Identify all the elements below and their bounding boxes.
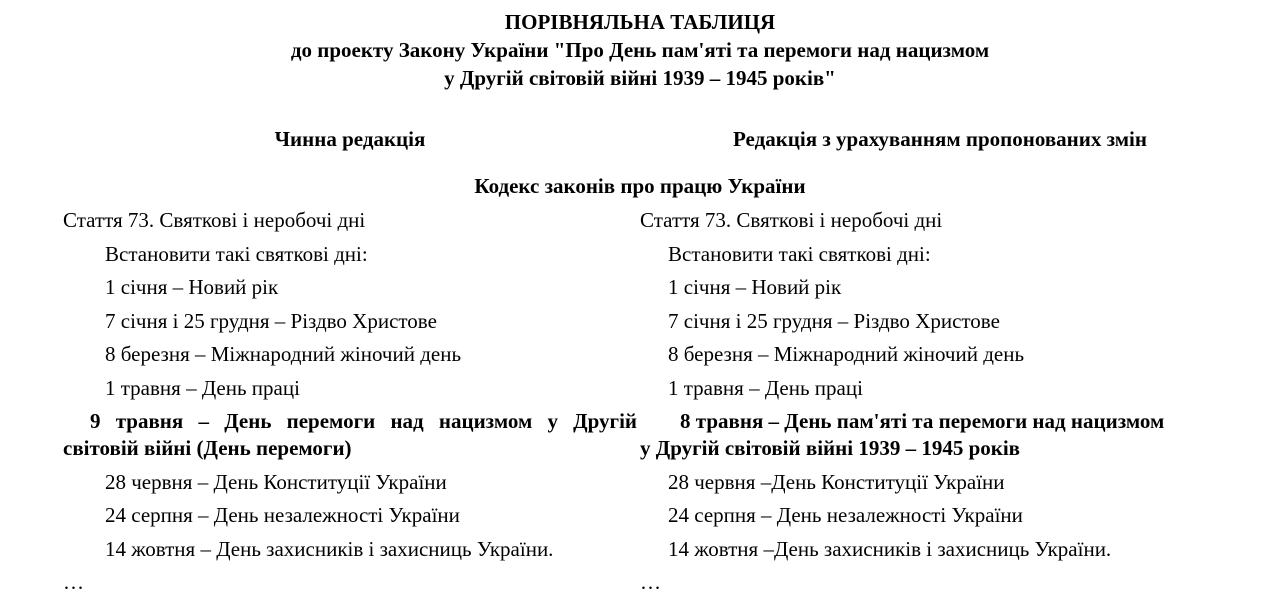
highlighted-holiday-line1: 8 травня – День пам'яті та перемоги над нацизмом — [680, 409, 1165, 433]
holiday-item: 24 серпня – День незалежності України — [105, 503, 460, 527]
proposed-version-column — [640, 207, 1240, 603]
holiday-item: 28 червня –День Конституції України — [668, 469, 1005, 494]
highlighted-holiday-line1: 9 травня – День перемоги над нацизмом у Другій — [90, 409, 637, 433]
doc-title-line3: у Другій світовій війні 1939 – 1945 років" — [444, 66, 836, 90]
holiday-item: 28 червня – День Конституції України — [105, 469, 447, 494]
holiday-item: 1 травня – День праці — [105, 375, 300, 400]
holiday-item: 14 жовтня – День захисників і захисниць України. — [105, 536, 554, 561]
holiday-item: 8 березня – Міжнародний жіночий день — [105, 342, 462, 366]
highlighted-holiday-line2: у Другій світовій війні 1939 – 1945 років — [640, 436, 1021, 460]
holiday-item: 1 січня – Новий рік — [105, 275, 279, 299]
doc-title-line1: ПОРІВНЯЛЬНА ТАБЛИЦЯ — [504, 10, 776, 34]
holidays-intro: Встановити такі святкові дні: — [668, 241, 931, 266]
highlighted-holiday-line2: світовій війні (День перемоги) — [63, 436, 352, 460]
doc-title-line2: до проекту Закону України "Про День пам'яті та перемоги над нацизмом — [290, 38, 990, 62]
column-header-proposed: Редакція з урахуванням пропонованих змін — [732, 127, 1147, 151]
holiday-item: 14 жовтня –День захисників і захисниць України. — [668, 536, 1112, 561]
holiday-item: 24 серпня – День незалежності України — [668, 503, 1023, 527]
holiday-item: 7 січня і 25 грудня – Різдво Христове — [105, 308, 437, 333]
ellipsis-row: … — [640, 570, 661, 594]
ellipsis-row: … — [63, 570, 84, 594]
article-heading: Стаття 73. Святкові і неробочі дні — [63, 208, 366, 232]
article-heading: Стаття 73. Святкові і неробочі дні — [640, 208, 943, 232]
current-version-column — [63, 207, 637, 603]
holiday-item: 7 січня і 25 грудня – Різдво Христове — [668, 308, 1000, 333]
holiday-item: 1 січня – Новий рік — [668, 275, 842, 299]
holiday-item: 1 травня – День праці — [668, 375, 863, 400]
column-header-current: Чинна редакція — [274, 127, 426, 151]
holiday-item: 8 березня – Міжнародний жіночий день — [668, 342, 1025, 366]
section-heading: Кодекс законів про працю України — [474, 174, 806, 198]
doc-title — [0, 8, 1280, 92]
holidays-intro: Встановити такі святкові дні: — [105, 241, 368, 266]
